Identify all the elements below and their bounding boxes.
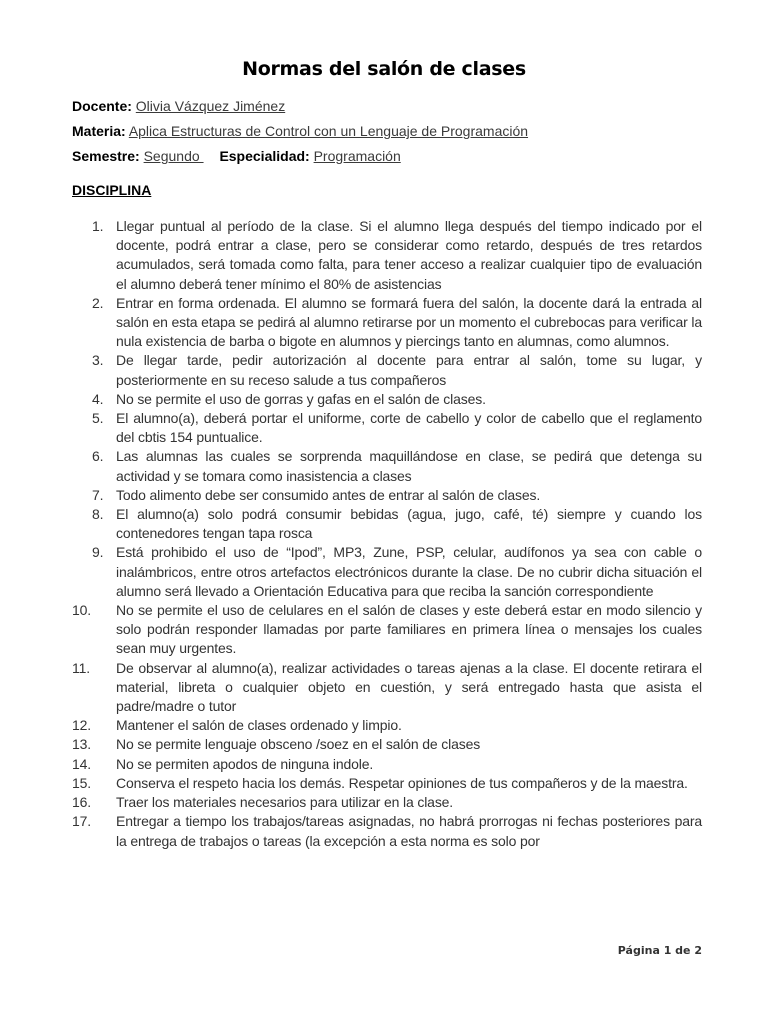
docente-label: Docente: [72,98,132,114]
semestre-label: Semestre: [72,148,140,164]
list-item [72,774,702,793]
especialidad-label: Especialidad: [219,148,310,164]
list-item-text: Las alumnas las cuales se sorprenda maquillándose en clase, se pedirá que detenga su actividad y se tomara como inasistencia a clases [116,448,702,484]
list-item-text: Está prohibido el uso de “Ipod”, MP3, Zune, PSP, celular, audífonos ya sea con cable o inalámbricos, entre otros artefactos electrónicos durante la clase. De no cubrir dicha situación el alumno será llevado a Orientación Educativa para que reciba la sanción correspondiente [116,544,702,599]
list-item [72,217,702,294]
list-item-number: 5. [92,410,104,427]
especialidad-value: Programación [313,148,401,164]
list-item-text: Traer los materiales necesarios para utilizar en la clase. [116,794,454,811]
list-item-text: Mantener el salón de clases ordenado y limpio. [116,717,402,734]
list-item [72,601,702,659]
semestre-line [72,147,401,165]
list-item-number: 12. [72,717,92,734]
docente-line [72,97,285,115]
section-heading: DISCIPLINA [72,182,152,198]
rules-list [72,217,702,851]
list-item-number: 6. [92,448,104,465]
list-item [72,812,702,850]
list-item [72,716,702,735]
list-item-number: 11. [72,659,90,676]
list-item-number: 1. [92,218,104,234]
list-item-text: El alumno(a), deberá portar el uniforme, corte de cabello y color de cabello que el reglamento del cbtis 154 puntualice. [116,410,702,446]
list-item-text: Entregar a tiempo los trabajos/tareas asignadas, no habrá prorrogas ni fechas posteriores para la entrega de trabajos o tareas (la excepción a esta norma es solo por [116,813,702,849]
list-item-number: 4. [92,390,104,407]
list-item [72,505,702,543]
list-item [72,735,702,754]
docente-value: Olivia Vázquez Jiménez [135,98,286,114]
list-item-text: No se permiten apodos de ninguna indole. [116,755,374,772]
list-item-text: Conserva el respeto hacia los demás. Respetar opiniones de tus compañeros y de la maestra. [116,774,688,791]
materia-label: Materia: [72,123,126,139]
list-item-text: Entrar en forma ordenada. El alumno se formará fuera del salón, la docente dará la entrada al salón en esta etapa se pedirá al alumno retirarse por un momento el cubrebocas para verificar la nula existencia de barba o bigote en alumnos y piercings tanto en alumnas, como alumnos. [116,294,702,350]
semestre-value: Segundo [143,148,204,164]
list-item-number: 9. [92,544,104,561]
list-item [72,793,702,812]
list-item [72,409,702,447]
page-number: Página 1 de 2 [617,944,702,957]
list-item-number: 14. [72,755,92,772]
list-item [72,294,702,352]
list-item-number: 7. [92,486,104,503]
list-item-number: 13. [72,736,92,753]
list-item-text: Llegar puntual al período de la clase. Si el alumno llega después del tiempo indicado por el docente, podrá entrar a clase, pero se considerar como retardo, después de tres retardos acumulados, será tomada como falta, para tener acceso a realizar cualquier tipo de evaluación el alumno deberá tener mínimo el 80% de asistencias [116,218,702,292]
list-item-number: 3. [92,352,104,369]
list-item-text: De observar al alumno(a), realizar actividades o tareas ajenas a la clase. El docente retirara el material, libreta o cualquier objeto en cuestión, y será entregado hasta que asista el padre/madre o tutor [116,659,702,715]
materia-value: Aplica Estructuras de Control con un Lenguaje de Programación [128,123,529,139]
list-item-number: 15. [72,774,92,791]
list-item-number: 8. [92,506,104,523]
list-item-text: De llegar tarde, pedir autorización al docente para entrar al salón, tome su lugar, y posteriormente en su receso salude a tus compañeros [116,352,702,388]
list-item-text: No se permite el uso de gorras y gafas en el salón de clases. [116,390,486,407]
list-item [72,755,702,774]
list-item [72,486,702,505]
list-item [72,447,702,485]
page-title: Normas del salón de clases [242,58,526,80]
list-item-text: No se permite lenguaje obsceno /soez en el salón de clases [116,736,481,753]
materia-line [72,122,528,140]
list-item-text: No se permite el uso de celulares en el salón de clases y este deberá estar en modo silencio y solo podrán responder llamadas por parte familiares en primera línea o mensajes los cuales sean muy urgentes. [116,602,702,657]
list-item-number: 17. [72,813,92,830]
list-item-number: 2. [92,294,104,311]
list-item [72,543,702,601]
list-item-number: 10. [72,602,92,619]
list-item-text: El alumno(a) solo podrá consumir bebidas (agua, jugo, café, té) siempre y cuando los contenedores tengan tapa rosca [116,506,702,542]
list-item [72,390,702,409]
list-item [72,659,702,717]
list-item-text: Todo alimento debe ser consumido antes de entrar al salón de clases. [116,486,541,503]
list-item [72,351,702,389]
list-item-number: 16. [72,794,92,811]
